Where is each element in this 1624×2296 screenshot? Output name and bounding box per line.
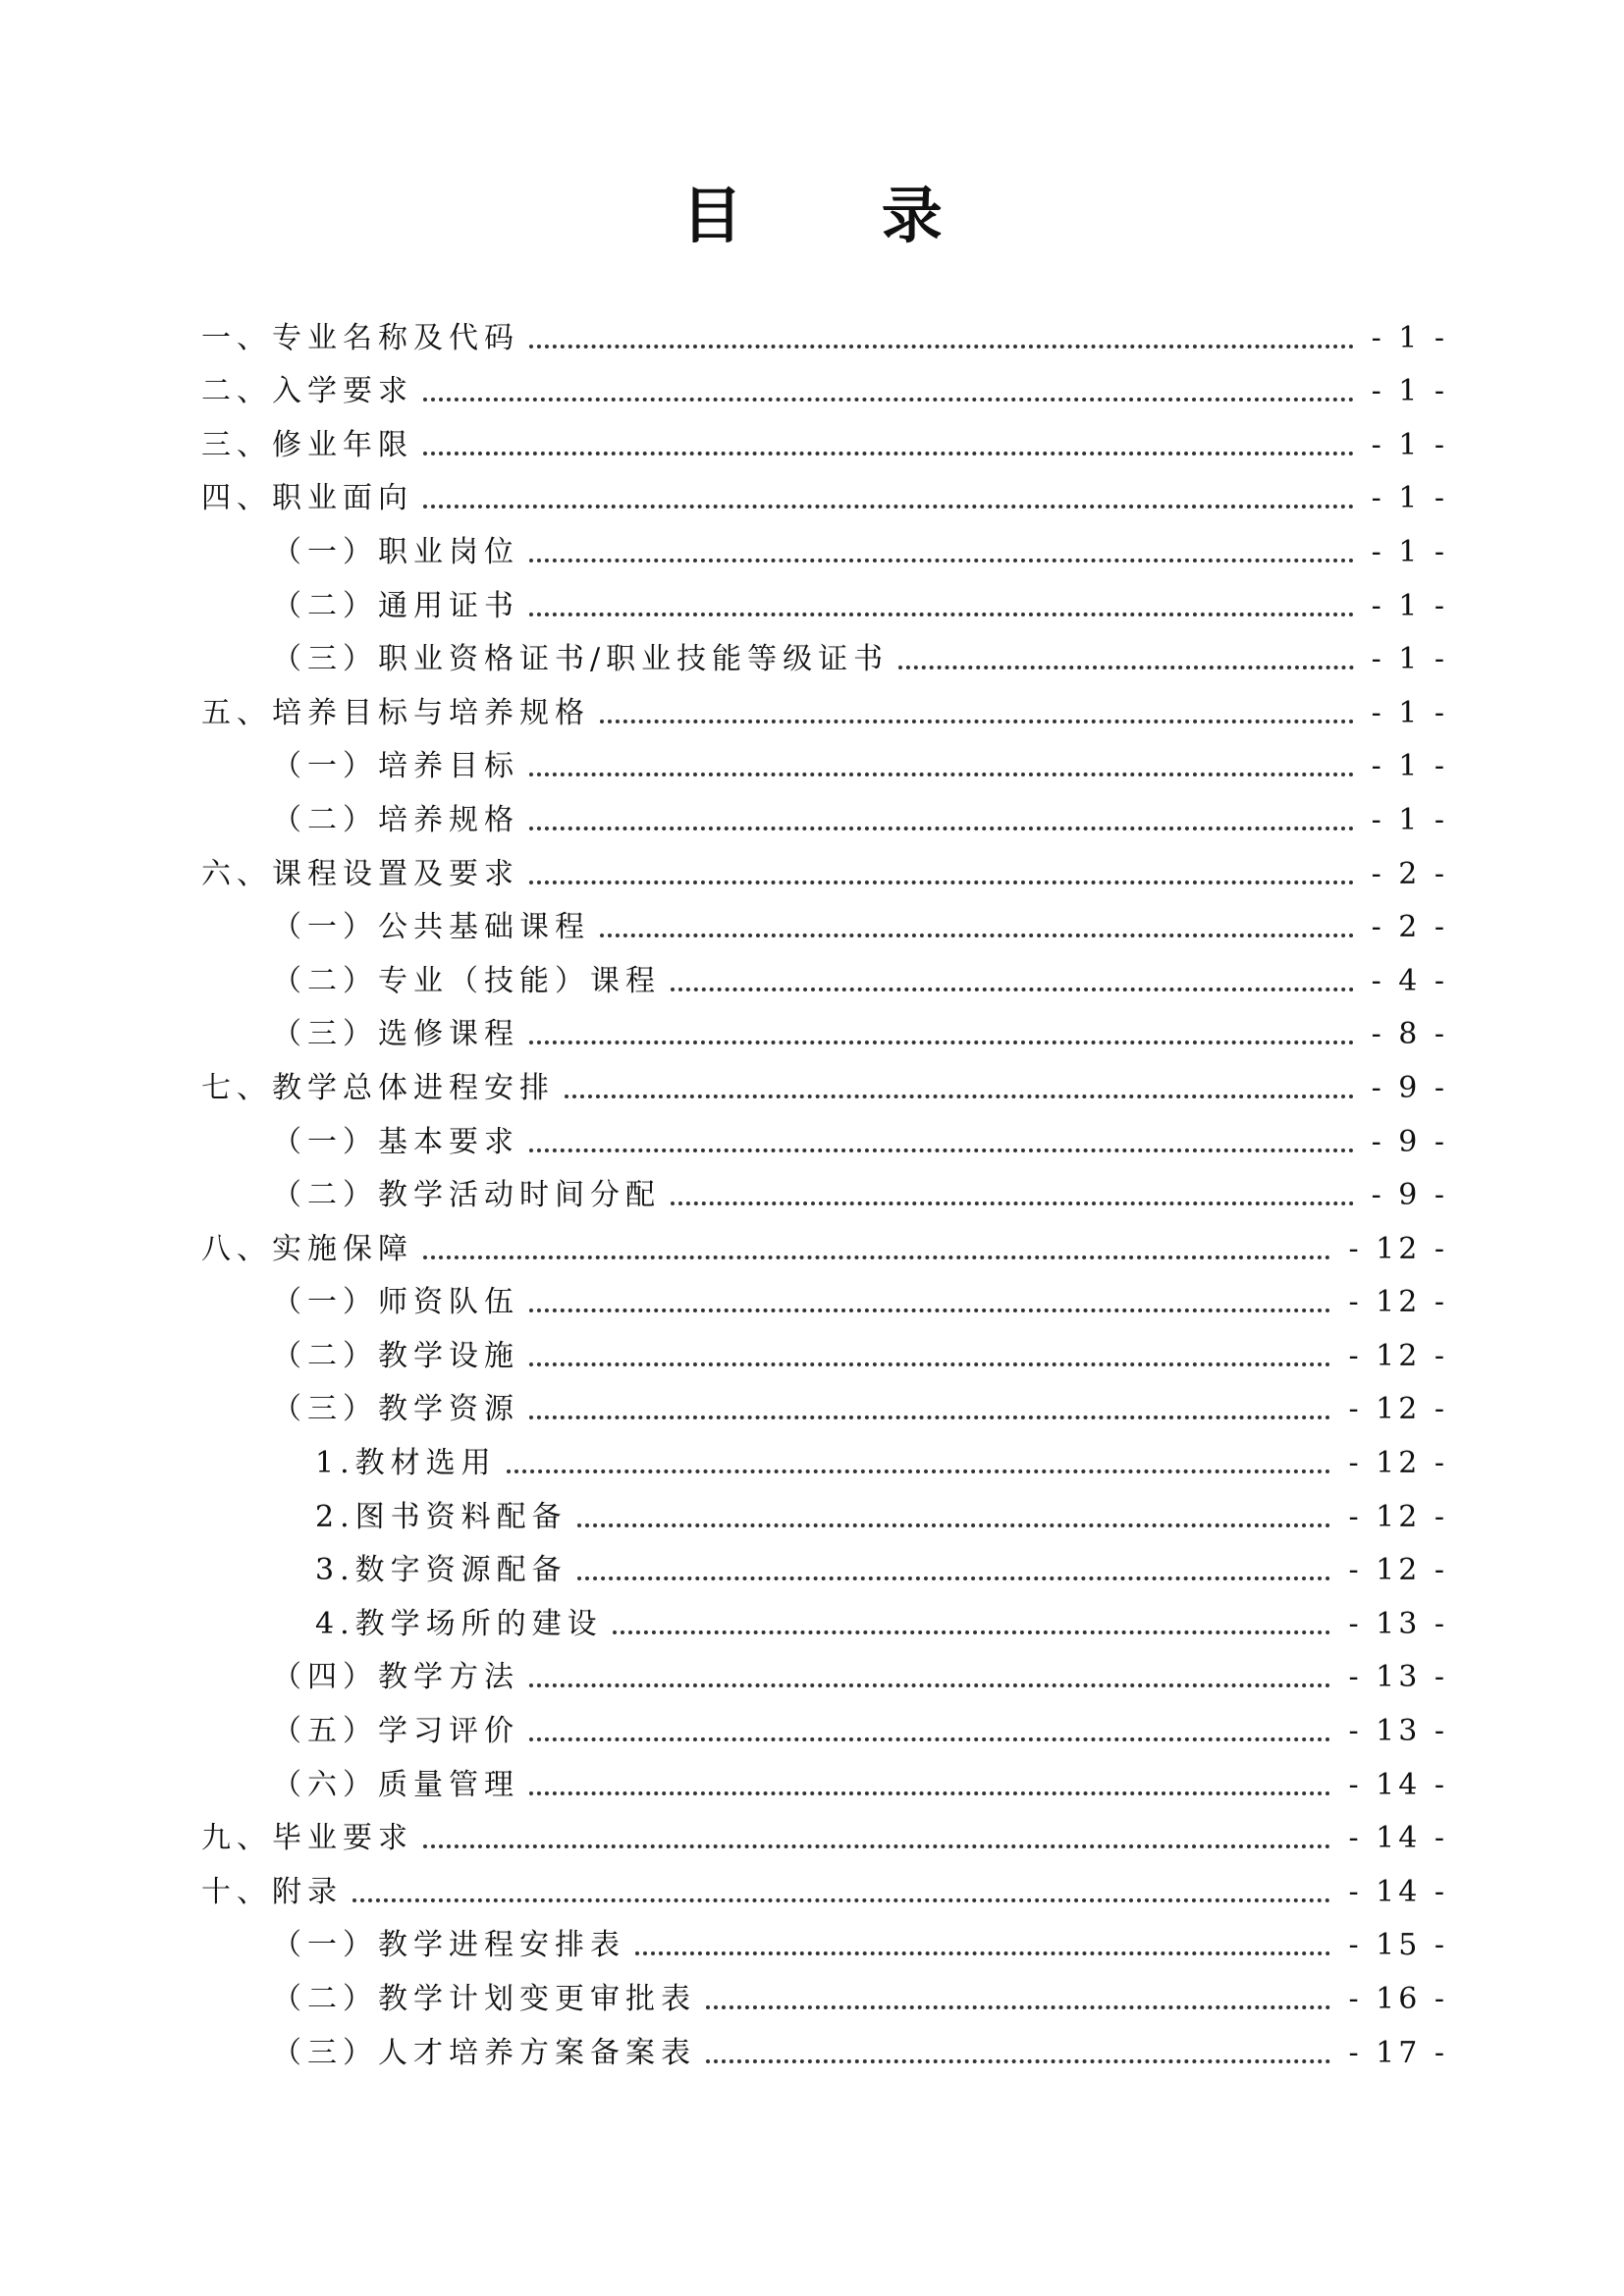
toc-entry[interactable]	[201, 1269, 1448, 1323]
toc-entry-title: （三）人才培养方案备案表	[272, 2035, 696, 2070]
toc-entry[interactable]	[201, 1429, 1448, 1483]
toc-entry-page-number: - 12 -	[1348, 1285, 1448, 1320]
toc-dot-leader	[898, 666, 1353, 669]
toc-dot-leader	[529, 1415, 1330, 1419]
toc-entry[interactable]	[201, 1162, 1448, 1216]
toc-entry-title: 九、毕业要求	[201, 1821, 413, 1856]
toc-entry-title: （五）学习评价	[272, 1714, 519, 1749]
toc-entry[interactable]	[201, 840, 1448, 894]
toc-entry-title: 五、培养目标与培养规格	[201, 695, 590, 730]
toc-dot-leader	[529, 1308, 1330, 1312]
toc-dot-leader	[529, 559, 1354, 562]
toc-entry-title: （六）质量管理	[272, 1767, 519, 1802]
toc-entry[interactable]	[201, 1697, 1448, 1751]
toc-entry[interactable]	[201, 894, 1448, 948]
toc-entry-page-number: - 1 -	[1371, 427, 1448, 462]
toc-dot-leader	[600, 934, 1354, 937]
toc-entry-page-number: - 1 -	[1371, 320, 1448, 355]
toc-entry[interactable]	[201, 1108, 1448, 1162]
toc-entry-page-number: - 1 -	[1371, 642, 1448, 677]
toc-entry-title: 三、修业年限	[201, 427, 413, 462]
toc-dot-leader	[706, 2059, 1330, 2063]
toc-entry-page-number: - 13 -	[1348, 1714, 1448, 1749]
table-of-contents	[201, 304, 1448, 2073]
toc-entry-page-number: - 17 -	[1348, 2035, 1448, 2070]
toc-entry-title: 二、入学要求	[201, 374, 413, 409]
toc-entry-title: （二）培养规格	[272, 802, 519, 837]
toc-dot-leader	[577, 1576, 1331, 1580]
toc-entry-title: （三）选修课程	[272, 1017, 519, 1052]
toc-entry-page-number: - 1 -	[1371, 588, 1448, 623]
toc-entry-title: 十、附录	[201, 1874, 343, 1909]
toc-entry-page-number: - 4 -	[1371, 963, 1448, 998]
toc-entry[interactable]	[201, 1376, 1448, 1430]
toc-entry[interactable]	[201, 679, 1448, 733]
toc-entry[interactable]	[201, 1215, 1448, 1269]
toc-entry-title: （二）教学计划变更审批表	[272, 1982, 696, 2016]
toc-entry-title: （一）公共基础课程	[272, 910, 590, 945]
toc-entry-page-number: - 16 -	[1348, 1982, 1448, 2016]
toc-entry-title: （一）职业岗位	[272, 534, 519, 569]
toc-entry-title: （二）通用证书	[272, 588, 519, 623]
toc-entry-page-number: - 8 -	[1371, 1017, 1448, 1052]
toc-entry-page-number: - 9 -	[1371, 1070, 1448, 1105]
toc-dot-leader	[600, 720, 1354, 723]
toc-entry[interactable]	[201, 411, 1448, 465]
toc-entry[interactable]	[201, 1912, 1448, 1966]
toc-entry[interactable]	[201, 1590, 1448, 1644]
toc-entry[interactable]	[201, 626, 1448, 680]
toc-entry-page-number: - 14 -	[1348, 1874, 1448, 1909]
toc-entry-title: 4.教学场所的建设	[315, 1606, 603, 1641]
toc-dot-leader	[529, 1041, 1354, 1044]
toc-entry-title: （二）教学活动时间分配	[272, 1178, 661, 1213]
toc-entry[interactable]	[201, 1751, 1448, 1805]
toc-entry-title: 四、职业面向	[201, 481, 413, 516]
toc-dot-leader	[529, 1791, 1330, 1795]
page-title: 目 录	[681, 180, 1001, 251]
toc-entry[interactable]	[201, 1965, 1448, 2019]
toc-entry-title: （二）专业（技能）课程	[272, 963, 661, 998]
toc-entry[interactable]	[201, 304, 1448, 358]
toc-dot-leader	[423, 1255, 1330, 1259]
toc-entry-page-number: - 2 -	[1371, 856, 1448, 891]
toc-entry-title: （四）教学方法	[272, 1660, 519, 1695]
toc-dot-leader	[507, 1469, 1331, 1473]
toc-entry[interactable]	[201, 1483, 1448, 1537]
toc-entry[interactable]	[201, 733, 1448, 787]
toc-dot-leader	[529, 881, 1354, 884]
toc-dot-leader	[529, 1148, 1354, 1152]
toc-dot-leader	[706, 2005, 1330, 2009]
toc-entry-page-number: - 1 -	[1371, 802, 1448, 837]
toc-entry[interactable]	[201, 1537, 1448, 1591]
toc-entry-title: （一）教学进程安排表	[272, 1928, 625, 1963]
toc-dot-leader	[529, 613, 1354, 616]
toc-entry-page-number: - 1 -	[1371, 534, 1448, 569]
toc-entry-page-number: - 15 -	[1348, 1928, 1448, 1963]
toc-entry-page-number: - 1 -	[1371, 374, 1448, 409]
toc-entry-page-number: - 13 -	[1348, 1660, 1448, 1695]
toc-entry[interactable]	[201, 1322, 1448, 1376]
toc-entry-title: 八、实施保障	[201, 1231, 413, 1266]
toc-entry-title: （二）教学设施	[272, 1338, 519, 1373]
toc-entry[interactable]	[201, 786, 1448, 840]
toc-entry-title: 一、专业名称及代码	[201, 320, 519, 355]
toc-entry-title: 六、课程设置及要求	[201, 856, 519, 891]
toc-entry-page-number: - 2 -	[1371, 910, 1448, 945]
toc-dot-leader	[352, 1898, 1330, 1902]
toc-entry-page-number: - 12 -	[1348, 1553, 1448, 1588]
toc-dot-leader	[423, 452, 1354, 455]
toc-dot-leader	[529, 1362, 1330, 1366]
toc-entry[interactable]	[201, 465, 1448, 519]
toc-entry[interactable]	[201, 1001, 1448, 1055]
toc-entry[interactable]	[201, 1054, 1448, 1108]
toc-entry[interactable]	[201, 1805, 1448, 1859]
toc-entry-page-number: - 14 -	[1348, 1821, 1448, 1856]
toc-dot-leader	[529, 773, 1354, 776]
toc-entry[interactable]	[201, 947, 1448, 1001]
toc-dot-leader	[529, 1683, 1330, 1687]
toc-dot-leader	[671, 1201, 1354, 1205]
toc-entry-title: （三）教学资源	[272, 1392, 519, 1427]
toc-entry-title: 2.图书资料配备	[315, 1499, 568, 1534]
toc-entry-title: 1.教材选用	[315, 1446, 497, 1481]
toc-entry[interactable]	[201, 518, 1448, 572]
toc-entry-title: （三）职业资格证书/职业技能等级证书	[272, 642, 890, 677]
toc-entry-title: （一）培养目标	[272, 749, 519, 784]
toc-entry[interactable]	[201, 1858, 1448, 1912]
toc-entry-page-number: - 1 -	[1371, 695, 1448, 730]
toc-dot-leader	[529, 827, 1354, 830]
toc-dot-leader	[529, 345, 1354, 348]
toc-entry[interactable]	[201, 572, 1448, 626]
toc-entry-title: 3.数字资源配备	[315, 1553, 568, 1588]
toc-entry[interactable]	[201, 2019, 1448, 2073]
toc-dot-leader	[613, 1630, 1331, 1634]
toc-entry-page-number: - 9 -	[1371, 1178, 1448, 1213]
toc-entry-page-number: - 12 -	[1348, 1338, 1448, 1373]
toc-entry-page-number: - 9 -	[1371, 1124, 1448, 1159]
toc-entry-title: 七、教学总体进程安排	[201, 1070, 555, 1105]
toc-dot-leader	[423, 505, 1354, 508]
toc-dot-leader	[529, 1737, 1330, 1741]
toc-dot-leader	[671, 988, 1354, 991]
toc-entry-title: （一）师资队伍	[272, 1285, 519, 1320]
toc-dot-leader	[423, 1844, 1330, 1848]
toc-entry-page-number: - 12 -	[1348, 1499, 1448, 1534]
toc-entry[interactable]	[201, 1644, 1448, 1698]
toc-entry-title: （一）基本要求	[272, 1124, 519, 1159]
toc-dot-leader	[423, 398, 1354, 401]
toc-entry-page-number: - 13 -	[1348, 1606, 1448, 1641]
toc-entry-page-number: - 1 -	[1371, 481, 1448, 516]
toc-entry-page-number: - 12 -	[1348, 1446, 1448, 1481]
toc-dot-leader	[577, 1523, 1331, 1527]
toc-dot-leader	[635, 1951, 1330, 1955]
toc-entry-page-number: - 1 -	[1371, 749, 1448, 784]
toc-entry-page-number: - 14 -	[1348, 1767, 1448, 1802]
toc-entry[interactable]	[201, 358, 1448, 412]
toc-entry-page-number: - 12 -	[1348, 1392, 1448, 1427]
toc-entry-page-number: - 12 -	[1348, 1231, 1448, 1266]
toc-dot-leader	[565, 1095, 1354, 1098]
